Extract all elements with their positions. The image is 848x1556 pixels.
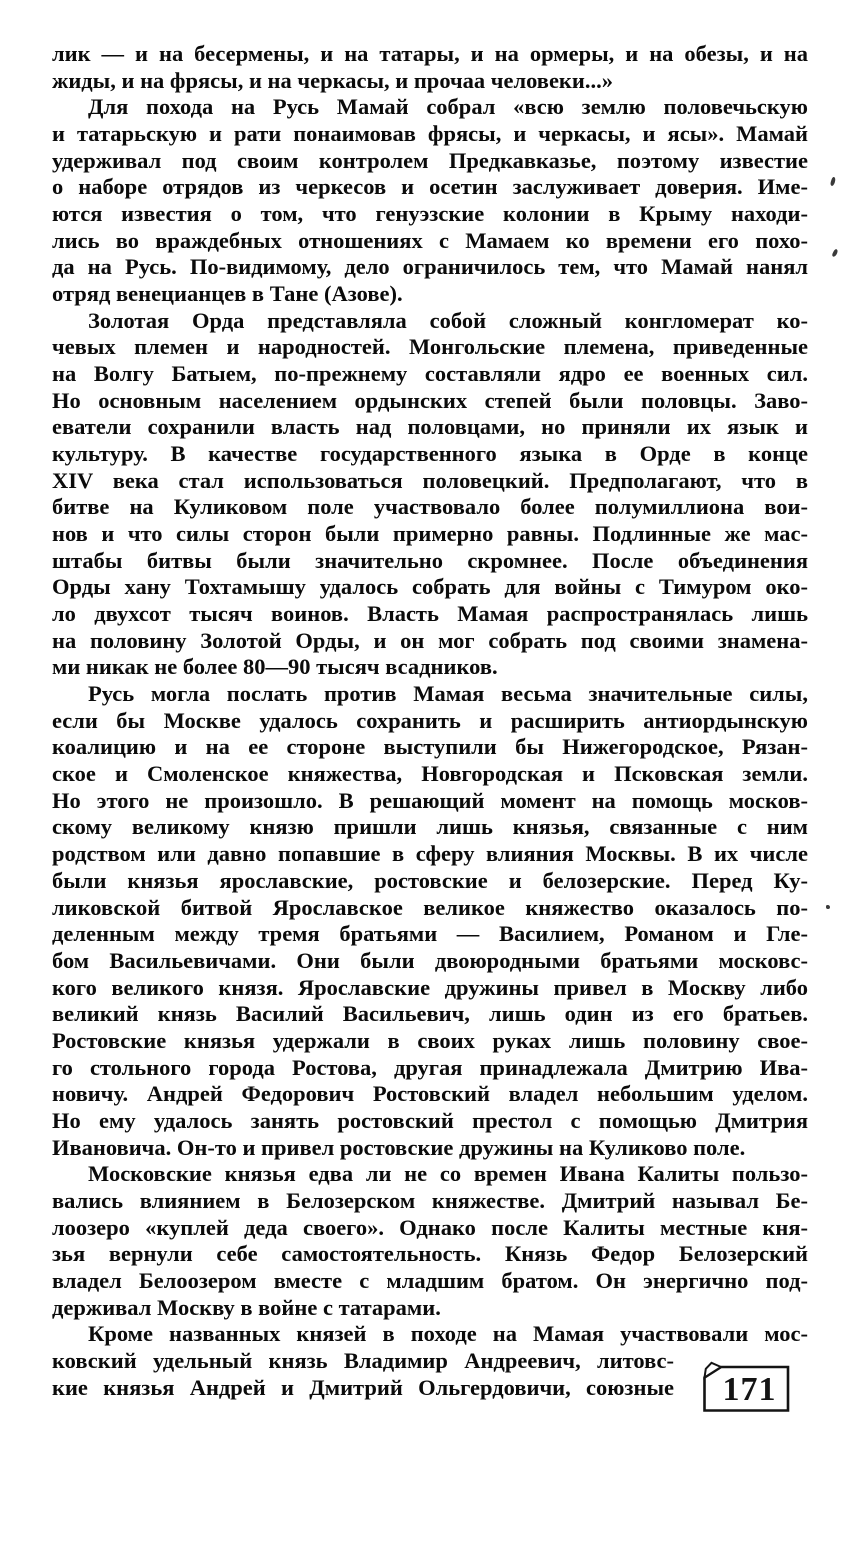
text-line: лись во враждебных отношениях с Мамаем ко времени его похо-: [52, 227, 808, 253]
text-line: да на Русь. По-видимому, дело ограничилось тем, что Мамай нанял: [52, 254, 808, 280]
text-line: кие князья Андрей и Дмитрий Ольгердовичи, союзные: [52, 1374, 674, 1400]
text-line: держивал Москву в войне с татарами.: [52, 1294, 441, 1320]
text-line: Московские князья едва ли не со времен Ивана Калиты пользо-: [88, 1161, 808, 1187]
text-line: бом Васильевичами. Они были двоюродными братьями московс-: [52, 947, 808, 973]
text-line: еватели сохранили власть над половцами, но приняли их язык и: [52, 414, 808, 440]
text-line: родством или давно попавшие в сферу влияния Москвы. В их числе: [52, 841, 808, 867]
text-line: лоозеро «куплей деда своего». Однако после Калиты местные кня-: [52, 1214, 808, 1240]
text-line: были князья ярославские, ростовские и белозерские. Перед Ку-: [52, 867, 808, 893]
text-line: ское и Смоленское княжества, Новгородская и Псковская земли.: [52, 761, 808, 787]
text-line: Русь могла послать против Мамая весьма значительные силы,: [88, 681, 808, 707]
text-line: Но этого не произошло. В решающий момент на помощь москов-: [52, 787, 808, 813]
text-line: и татарьскую и рати понаимовав фрясы, и черкасы, и ясы». Мамай: [52, 121, 808, 147]
scan-speck: [831, 249, 838, 258]
text-line: XIV века стал использоваться половецкий. Предполагают, что в: [52, 467, 808, 493]
text-line: Ивановича. Он-то и привел ростовские дружины на Куликово поле.: [52, 1134, 746, 1160]
text-line: деленным между тремя братьями — Василием, Романом и Гле-: [52, 921, 808, 947]
text-line: Кроме названных князей в походе на Мамая участвовали мос-: [88, 1321, 808, 1347]
scan-speck: [826, 905, 830, 909]
page-text: [52, 41, 808, 1401]
text-line: на Волгу Батыем, по-прежнему составляли ядро ее военных сил.: [52, 361, 808, 387]
text-line: жиды, и на фрясы, и на черкасы, и прочаа человеки...»: [52, 67, 613, 93]
text-line: Ростовские князья удержали в своих руках лишь половину свое-: [52, 1027, 808, 1053]
text-line: битве на Куликовом поле участвовало более полумиллиона вои-: [52, 494, 808, 520]
text-line: коалицию и на ее стороне выступили бы Нижегородское, Рязан-: [52, 734, 808, 760]
text-line: лик — и на бесермены, и на татары, и на ормеры, и на обезы, и на: [52, 41, 808, 66]
text-line: владел Белоозером вместе с младшим братом. Он энергично под-: [52, 1267, 808, 1293]
text-line: Золотая Орда представляла собой сложный конгломерат ко-: [88, 307, 808, 333]
page-number: 171: [722, 1371, 777, 1408]
text-line: скому великому князю пришли лишь князья, связанные с ним: [52, 814, 808, 840]
text-line: ликовской битвой Ярославское великое княжество оказалось по-: [52, 894, 808, 920]
text-line: вались влиянием в Белозерском княжестве. Дмитрий называл Бе-: [52, 1187, 808, 1213]
text-line: ло двухсот тысяч воинов. Власть Мамая распространялась лишь: [52, 601, 808, 627]
page-number-box: [702, 1361, 792, 1414]
text-line: штабы битвы были значительно скромнее. После объединения: [52, 547, 808, 573]
text-line: Для похода на Русь Мамай собрал «всю землю половечьскую: [88, 94, 808, 120]
text-line: кого великого князя. Ярославские дружины привел в Москву либо: [52, 974, 808, 1000]
text-line: ковский удельный князь Владимир Андреевич, литовс-: [52, 1347, 674, 1373]
text-line: нов и что силы сторон были примерно равны. Подлинные же мас-: [52, 521, 808, 547]
text-line: го стольного города Ростова, другая принадлежала Дмитрию Ива-: [52, 1054, 808, 1080]
text-line: зья вернули себе самостоятельность. Князь Федор Белозерский: [52, 1241, 808, 1267]
text-line: чевых племен и народностей. Монгольские племена, приведенные: [52, 334, 808, 360]
text-line: Но ему удалось занять ростовский престол с помощью Дмитрия: [52, 1107, 808, 1133]
text-line: Но основным населением ордынских степей были половцы. Заво-: [52, 387, 808, 413]
text-line: удерживал под своим контролем Предкавказье, поэтому известие: [52, 147, 808, 173]
text-line: отряд венецианцев в Тане (Азове).: [52, 281, 403, 307]
text-line: великий князь Василий Васильевич, лишь один из его братьев.: [52, 1001, 808, 1027]
text-line: на половину Золотой Орды, и он мог собрать под своими знамена-: [52, 627, 808, 653]
scan-speck: [830, 177, 837, 187]
text-line: о наборе отрядов из черкесов и осетин заслуживает доверия. Име-: [52, 174, 808, 200]
text-line: новичу. Андрей Федорович Ростовский владел небольшим уделом.: [52, 1081, 808, 1107]
text-line: ми никак не более 80—90 тысяч всадников.: [52, 654, 498, 680]
text-line: если бы Москве удалось сохранить и расширить антиордынскую: [52, 707, 808, 733]
text-line: Орды хану Тохтамышу удалось собрать для войны с Тимуром око-: [52, 574, 808, 600]
text-line: ются известия о том, что генуэзские колонии в Крыму находи-: [52, 201, 808, 227]
text-line: культуру. В качестве государственного языка в Орде в конце: [52, 441, 808, 467]
